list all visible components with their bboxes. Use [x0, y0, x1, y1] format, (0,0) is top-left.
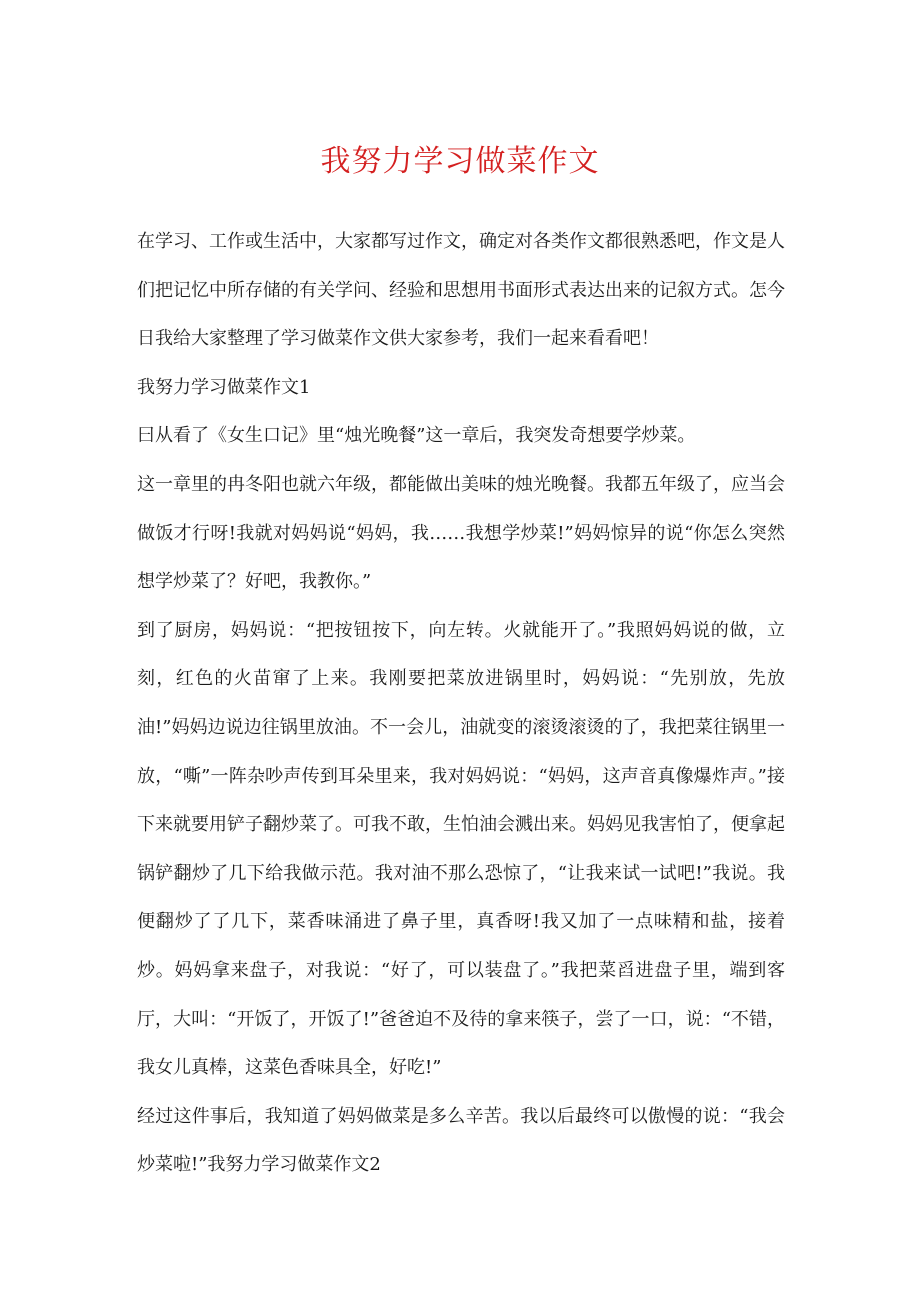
essay-paragraph: 到了厨房，妈妈说：“把按钮按下，向左转。火就能开了。”我照妈妈说的做，立刻，红色的火苗窜了上来。我刚要把菜放进锅里时，妈妈说：“先别放，先放油!”妈妈边说边往锅里放油。不一会儿，油就变的滚烫滚烫的了，我把菜往锅里一放，“嘶”一阵杂吵声传到耳朵里来，我对妈妈说：“妈妈，这声音真像爆炸声。”接下来就要用铲子翻炒菜了。可我不敢，生怕油会溅出来。妈妈见我害怕了，便拿起锅铲翻炒了几下给我做示范。我对油不那么恐惊了，“让我来试一试吧!”我说。我便翻炒了了几下，菜香味涌进了鼻子里，真香呀!我又加了一点味精和盐，接着炒。妈妈拿来盘子，对我说：“好了，可以装盘了。”我把菜舀进盘子里，端到客厅，大叫：“开饭了，开饭了!”爸爸迫不及待的拿来筷子，尝了一口，说：“不错，我女儿真棒，这菜色香味具全，好吃!”	[137, 619, 785, 1079]
document-title: 我努力学习做菜作文	[320, 144, 600, 179]
essay-paragraph: 曰从看了《女生口记》里“烛光晚餐”这一章后，我突发奇想要学炒菜。	[137, 425, 696, 447]
section-heading-1: 我努力学习做菜作文1	[137, 376, 311, 398]
intro-paragraph: 在学习、工作或生活中，大家都写过作文，确定对各类作文都很熟悉吧，作文是人们把记忆中所存储的有关学问、经验和思想用书面形式表达出来的记叙方式。怎今日我给大家整理了学习做菜作文供大家参考，我们一起来看看吧！	[137, 231, 785, 350]
document-body	[137, 218, 785, 1190]
essay-paragraph: 这一章里的冉冬阳也就六年级，都能做出美味的烛光晚餐。我都五年级了，应当会做饭才行呀!我就对妈妈说“妈妈，我……我想学炒菜!”妈妈惊异的说“你怎么突然想学炒菜了？好吧，我教你。”	[137, 473, 785, 593]
essay-paragraph: 经过这件事后，我知道了妈妈做菜是多么辛苦。我以后最终可以傲慢的说：“我会炒菜啦!”我努力学习做菜作文2	[137, 1105, 785, 1176]
